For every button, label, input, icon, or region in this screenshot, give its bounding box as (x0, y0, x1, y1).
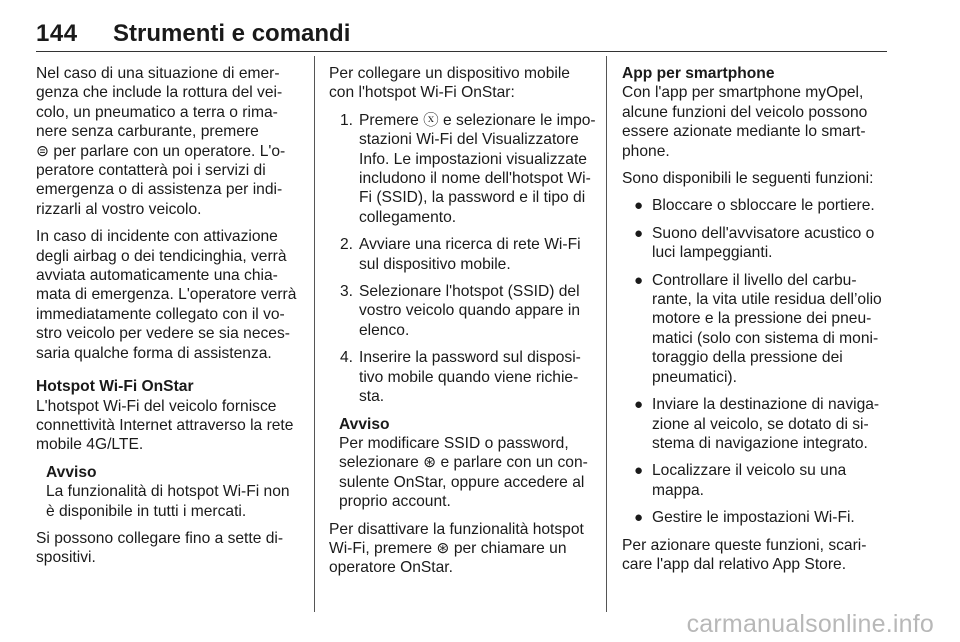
paragraph (36, 64, 308, 219)
note-title: Avviso (339, 415, 390, 433)
watermark: carmanualsonline.info (686, 610, 934, 638)
text-line: Inserire la password sul disposi‐ (359, 349, 581, 367)
numbered-item (329, 111, 599, 227)
text-line: sta. (359, 388, 385, 406)
text-line: degli airbag o dei tendicinghia, verrà (36, 247, 287, 265)
text-line: Selezionare l'hotspot (SSID) del (359, 283, 580, 301)
text-line: Fi (SSID), la password e il tipo di (359, 189, 586, 207)
page-number: 144 (36, 20, 78, 47)
text-line: mobile 4G/LTE. (36, 436, 144, 454)
text-line: Info. Le impostazioni visualizzate (359, 150, 587, 168)
section-heading: Hotspot Wi-Fi OnStar (36, 378, 194, 396)
text-line: Wi-Fi, premere ⊛ per chiamare un (329, 539, 567, 557)
text-line: rizzarli al vostro veicolo. (36, 200, 202, 218)
text-line: essere azionate mediante lo smart‐ (622, 123, 866, 141)
text-line: connettività Internet attraverso la rete (36, 416, 294, 434)
column-right (622, 64, 890, 582)
bullet-icon: ● (634, 509, 644, 527)
paragraph (36, 397, 308, 455)
text-line: peratore contatterà poi i servizi di (36, 162, 266, 180)
text-line: pneumatici). (652, 368, 737, 386)
text-line: operatore OnStar. (329, 559, 453, 577)
text-line: includono il nome dell'hotspot Wi- (359, 170, 591, 188)
text-line: Con l'app per smartphone myOpel, (622, 84, 864, 102)
text-line: mata di emergenza. L'operatore verrà (36, 286, 297, 304)
text-line: care l'app dal relativo App Store. (622, 555, 847, 573)
text-line: stazioni Wi-Fi del Visualizzatore (359, 131, 579, 149)
text-line: toraggio della pressione dei (652, 349, 843, 367)
text-line: Sono disponibili le seguenti funzioni: (622, 170, 874, 188)
paragraph (36, 529, 308, 568)
text-line: Localizzare il veicolo su una (652, 462, 847, 480)
text-line: immediatamente collegato con il vo‐ (36, 305, 285, 323)
bullet-item (622, 508, 890, 527)
bullet-item (622, 224, 890, 263)
column-middle (329, 64, 599, 586)
bullet-item (622, 461, 890, 500)
text-line: colo, un pneumatico a terra o rima‐ (36, 103, 278, 121)
text-line: tivo mobile quando viene richie‐ (359, 368, 579, 386)
item-number: 1. (340, 111, 354, 129)
note-box (36, 463, 308, 521)
text-line: Inviare la destinazione di naviga‐ (652, 396, 880, 414)
text-line: Per disattivare la funzionalità hotspot (329, 520, 584, 538)
page-title: Strumenti e comandi (113, 20, 351, 47)
text-line: zione al veicolo, se dotato di si‐ (652, 415, 869, 433)
bullet-item (622, 395, 890, 453)
paragraph (36, 227, 308, 363)
text-line: saria qualche forma di assistenza. (36, 344, 272, 362)
text-line: Bloccare o sbloccare le portiere. (652, 197, 875, 215)
item-number: 4. (340, 349, 354, 367)
item-number: 2. (340, 236, 354, 254)
text-line: Si possono collegare fino a sette di‐ (36, 529, 284, 547)
paragraph (329, 520, 599, 578)
numbered-item (329, 235, 599, 274)
text-line: avviata automaticamente una chia‐ (36, 267, 278, 285)
text-line: Nel caso di una situazione di emer‐ (36, 65, 280, 82)
text-line: luci lampeggianti. (652, 244, 773, 262)
text-line: emergenza o di assistenza per indi‐ (36, 181, 283, 199)
text-line: sul dispositivo mobile. (359, 255, 511, 273)
text-line: nere senza carburante, premere (36, 123, 259, 141)
text-line: proprio account. (339, 493, 451, 511)
numbered-item (329, 282, 599, 340)
text-line: L'hotspot Wi-Fi del veicolo fornisce (36, 397, 277, 415)
text-line: Per collegare un dispositivo mobile (329, 65, 570, 82)
column-divider (314, 56, 315, 612)
note-box (329, 415, 599, 512)
text-line: rante, la vita utile residua dell’olio (652, 291, 882, 309)
text-line: sulente OnStar, oppure accedere al (339, 473, 585, 491)
column-divider (606, 56, 607, 612)
text-line: motore e la pressione dei pneu‐ (652, 310, 872, 328)
text-line: elenco. (359, 321, 410, 339)
text-line: mappa. (652, 481, 705, 499)
text-line: collegamento. (359, 208, 457, 226)
text-line: Avviare una ricerca di rete Wi-Fi (359, 236, 581, 254)
item-number: 3. (340, 283, 354, 301)
column-left (36, 64, 308, 576)
bullet-icon: ● (634, 396, 644, 414)
text-line: Suono dell'avvisatore acustico o (652, 224, 875, 242)
text-line: In caso di incidente con attivazione (36, 228, 278, 246)
text-line: Controllare il livello del carbu‐ (652, 271, 857, 289)
text-line: Per modificare SSID o password, (339, 434, 569, 452)
text-line: ⊜ per parlare con un operatore. L'o‐ (36, 142, 286, 160)
text-line: Premere ⓧ e selezionare le impo‐ (359, 111, 596, 129)
bullet-icon: ● (634, 271, 644, 289)
text-line: genza che include la rottura del vei‐ (36, 84, 283, 102)
text-line: spositivi. (36, 549, 96, 567)
bullet-icon: ● (634, 462, 644, 480)
text-line: con l'hotspot Wi-Fi OnStar: (329, 84, 515, 102)
paragraph (622, 83, 890, 161)
text-line: stema di navigazione integrato. (652, 434, 868, 452)
numbered-item (329, 348, 599, 406)
text-line: selezionare ⊛ e parlare con un con‐ (339, 454, 588, 472)
bullet-icon: ● (634, 224, 644, 242)
paragraph (622, 536, 890, 575)
bullet-item (622, 271, 890, 387)
header-rule (36, 51, 887, 52)
bullet-icon: ● (634, 197, 644, 215)
paragraph (622, 169, 890, 188)
note-title: Avviso (46, 463, 97, 481)
text-line: Gestire le impostazioni Wi-Fi. (652, 509, 855, 527)
paragraph (329, 64, 599, 103)
text-line: matici (solo con sistema di moni‐ (652, 329, 879, 347)
text-line: Per azionare queste funzioni, scari‐ (622, 536, 867, 554)
section-heading: App per smartphone (622, 65, 775, 82)
text-line: stro veicolo per vedere se sia neces‐ (36, 325, 290, 343)
text-line: alcune funzioni del veicolo possono (622, 103, 868, 121)
bullet-item (622, 196, 890, 215)
text-line: phone. (622, 142, 670, 160)
text-line: è disponibile in tutti i mercati. (46, 502, 247, 520)
text-line: vostro veicolo quando appare in (359, 302, 581, 320)
text-line: La funzionalità di hotspot Wi-Fi non (46, 483, 290, 501)
